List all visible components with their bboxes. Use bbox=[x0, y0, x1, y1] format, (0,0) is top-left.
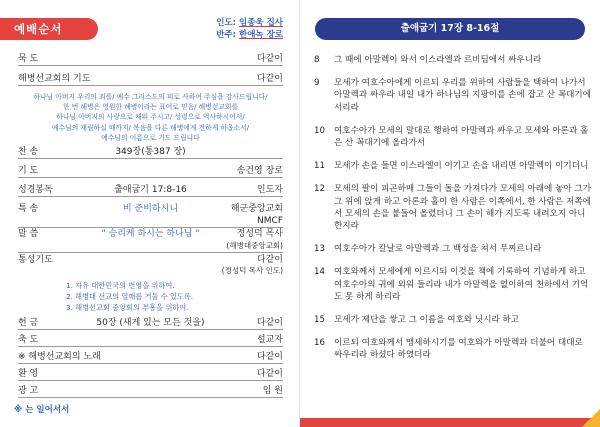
verse bbox=[314, 77, 592, 114]
order-row-sermon-church bbox=[18, 239, 283, 253]
prayer-topic: 2. 해병대 선교의 열매를 거둘 수 있도록. bbox=[66, 292, 193, 301]
leader-role: 반주 bbox=[216, 30, 233, 40]
order-center: " 승리케 하시는 하나님 " bbox=[101, 229, 200, 239]
verse bbox=[314, 266, 592, 303]
leader-role: 인도 bbox=[216, 18, 233, 28]
order-label: 성경봉독 bbox=[18, 185, 53, 195]
order-label: 광 고 bbox=[18, 386, 39, 396]
leader-row: 반주: 한애녹 장로 bbox=[216, 30, 283, 40]
order-label: 찬 송 bbox=[18, 147, 39, 157]
order-row-silent-prayer bbox=[18, 52, 283, 66]
order-label: 헌 금 bbox=[18, 318, 39, 328]
order-label: 해병선교회의 기도 bbox=[18, 74, 91, 84]
order-label: 묵 도 bbox=[18, 54, 39, 64]
order-row-offering bbox=[18, 316, 283, 330]
order-of-worship-header: 예배순서 bbox=[0, 18, 98, 40]
order-value: 송건영 장로 bbox=[236, 166, 283, 176]
leaders-box bbox=[216, 17, 283, 41]
verse bbox=[314, 243, 592, 255]
verse-number: 15 bbox=[314, 315, 325, 326]
order-label: 기 도 bbox=[18, 166, 39, 176]
order-row-hymn bbox=[18, 145, 283, 159]
order-row-announcements bbox=[18, 384, 283, 398]
order-value: 다같이 bbox=[256, 255, 283, 265]
order-row-prayer bbox=[18, 164, 283, 178]
verse-number: 16 bbox=[314, 338, 325, 349]
verse bbox=[314, 314, 592, 326]
verse-text: 여호와께서 모세에게 이르시되 이것을 책에 기록하여 기념하게 하고 여호수아의 귀에 외워 들리라 내가 아말렉을 없이하여 천하에서 기억도 못 하게 하리라 bbox=[334, 267, 589, 302]
verse-text: 모세가 제단을 쌓고 그 이름을 여호와 닛시라 하고 bbox=[334, 315, 520, 326]
prayer-line: 예수님의 이름으로 기도 드립니다 bbox=[101, 133, 200, 142]
order-label: 통성기도 bbox=[18, 255, 53, 265]
order-row-benediction bbox=[18, 333, 283, 347]
order-row-mission-song bbox=[18, 350, 283, 364]
order-center: 349장(통387 장) bbox=[115, 147, 186, 157]
order-value: (정성덕 목사 인도) bbox=[221, 266, 283, 275]
order-row-unison-prayer-leader bbox=[18, 264, 283, 278]
decorative-corner bbox=[582, 409, 600, 427]
leader-row: 인도: 임종욱 집사 bbox=[216, 18, 283, 28]
standing-note: ※ 는 일어서서 bbox=[14, 405, 70, 415]
verse bbox=[314, 183, 592, 232]
verse-text: 모세의 팔이 피곤하매 그들이 돌을 가져다가 모세의 아래에 놓아 그가 그 위에 앉게 하고 아론과 훌이 한 사람은 이쪽에서, 한 사람은 저쪽에서 모세의 손을 붙들어 올렸더니 그 손이 해가 지도록 내려오지 아니한지라 bbox=[334, 184, 592, 232]
verse-number: 11 bbox=[314, 161, 325, 172]
verse-text: 이르되 여호와께서 맹세하시기를 여호와가 아말렉과 더불어 대대로 싸우리라 하셨다 하였더라 bbox=[334, 338, 583, 361]
prayer-line: 예수님의 재림하실 때까지/ 복음을 다른 해병에게 전하게 하옵소서/ bbox=[52, 123, 249, 132]
prayer-line: 하나님 아버지 우리의 죄를/ 예수 그리스도의 피로 사하여 주심을 감사드립니다/ bbox=[33, 93, 268, 101]
order-row-special-song-group bbox=[18, 214, 283, 228]
prayer-topic: 1. 자유 대한민국의 번영을 위하여. bbox=[66, 281, 175, 290]
verse bbox=[314, 54, 592, 66]
scripture-verses bbox=[314, 54, 592, 373]
order-value: 인도자 bbox=[256, 185, 283, 195]
prayer-topics-list bbox=[66, 280, 193, 313]
order-label: 축 도 bbox=[18, 335, 39, 345]
order-row-welcome bbox=[18, 367, 283, 381]
mission-prayer-text bbox=[18, 92, 283, 143]
order-value: 다같이 bbox=[256, 352, 283, 362]
order-value: 다같이 bbox=[256, 54, 283, 64]
order-value: 다같이 bbox=[256, 369, 283, 379]
leader-name: 한애녹 장로 bbox=[238, 30, 283, 40]
order-value: 다같이 bbox=[256, 318, 283, 328]
verse bbox=[314, 337, 592, 361]
order-value: 다같이 bbox=[256, 74, 283, 84]
order-value: 해군중앙교회 bbox=[230, 204, 283, 214]
order-value: 설교자 bbox=[256, 335, 283, 345]
scripture-header: 출애굽기 17장 8-16절 bbox=[315, 18, 585, 40]
verse-number: 13 bbox=[314, 244, 325, 255]
verse-text: 여호수아가 칼날로 아말렉과 그 백성을 쳐서 무찌르니라 bbox=[334, 244, 542, 255]
verse-number: 12 bbox=[314, 184, 325, 195]
decorative-bottom-bar bbox=[300, 418, 600, 427]
order-value: 정성덕 목사 bbox=[236, 229, 283, 239]
verse-number: 9 bbox=[314, 78, 320, 89]
order-value: (해병대중앙교회) bbox=[226, 241, 283, 250]
verse-number: 14 bbox=[314, 267, 325, 278]
verse-text: 모세가 손을 들면 이스라엘이 이기고 손을 내리면 아말렉이 이기더니 bbox=[334, 161, 589, 172]
order-center: 50장 (새게 있는 모든 것을) bbox=[96, 318, 205, 328]
order-value: NMCF bbox=[257, 216, 283, 226]
order-center: 출애굽기 17:8-16 bbox=[114, 185, 187, 195]
verse bbox=[314, 125, 592, 149]
verse-number: 10 bbox=[314, 125, 325, 136]
scripture-page bbox=[300, 0, 600, 427]
verse-number: 8 bbox=[314, 55, 320, 65]
verse-text: 여호수아가 모세의 말대로 행하여 아말렉과 싸우고 모세와 아론과 훌은 산 꼭대기에 올라가서 bbox=[334, 125, 589, 149]
order-value: 임 원 bbox=[262, 386, 283, 396]
prayer-topic: 3. 해병선교회 중앙회의 부흥을 위하여. bbox=[66, 303, 189, 312]
order-center: 비 준비하시니 bbox=[122, 204, 179, 214]
verse-text: 그 때에 아말렉이 와서 이스라엘과 르비딤에서 싸우니라 bbox=[334, 55, 542, 65]
order-label: 말 씀 bbox=[18, 229, 39, 239]
prayer-line: 하나님 아버지의 사랑으로 채워 주시고/ 성령으로 역사하시어서/ bbox=[56, 113, 245, 122]
order-label: 특 송 bbox=[18, 204, 39, 214]
verse-text: 모세가 여호수아에게 이르되 우리를 위하여 사람들을 택하여 나가서 아말렉과 싸우라 내일 내가 하나님의 지팡이를 손에 잡고 산 꼭대기에 서리라 bbox=[334, 78, 592, 113]
leader-name: 임종욱 집사 bbox=[238, 18, 283, 28]
order-label: 환 영 bbox=[18, 369, 39, 379]
prayer-line: 한 번 해병은 영원한 해병이라는 표어로 믿음/ 해병선교회를 bbox=[63, 103, 238, 112]
order-label: ※ 해병선교회의 노래 bbox=[18, 352, 101, 362]
verse bbox=[314, 160, 592, 172]
order-row-mission-prayer bbox=[18, 72, 283, 86]
order-row-scripture bbox=[18, 183, 283, 197]
